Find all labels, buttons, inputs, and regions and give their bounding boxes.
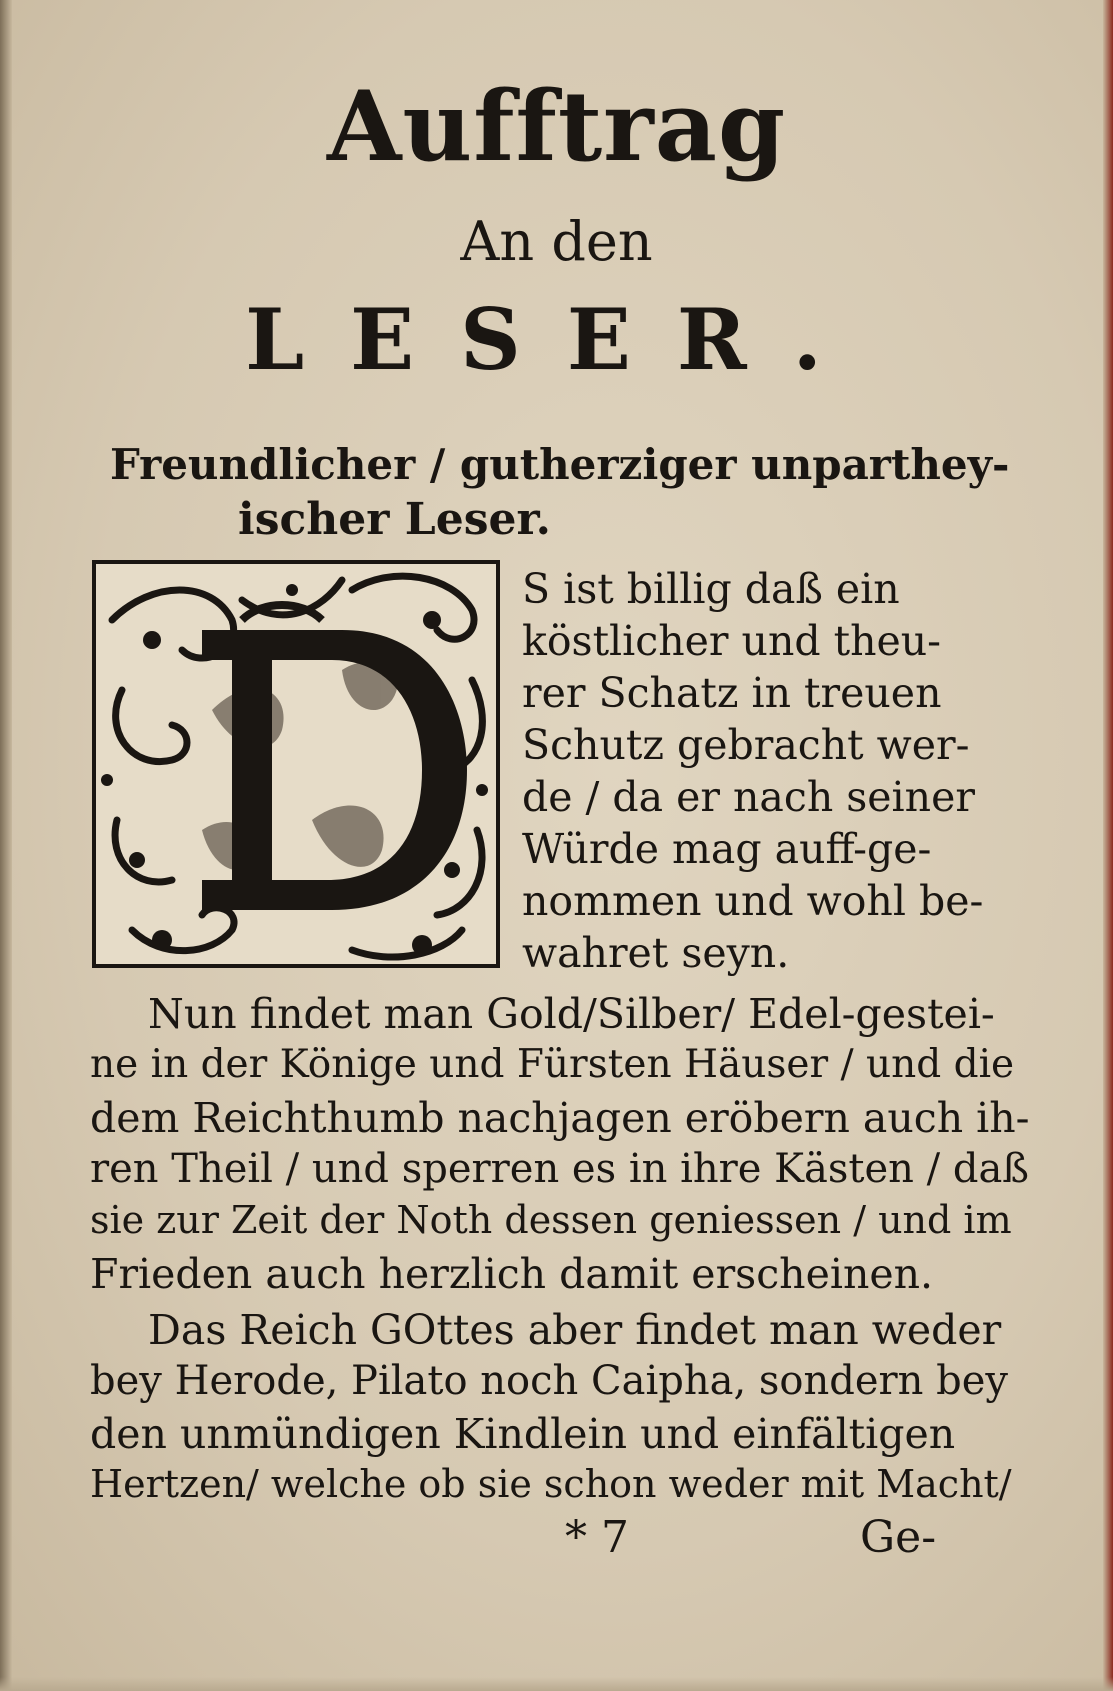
- catchword: Ge-: [860, 1512, 937, 1563]
- text-line: rer Schatz in treuen: [522, 669, 942, 717]
- text-line: sie zur Zeit der Noth dessen geniessen / und im: [90, 1198, 1012, 1242]
- text-line: Nun findet man Gold/Silber/ Edel-gestei-: [148, 990, 995, 1038]
- text-line: den unmündigen Kindlein und einfältigen: [90, 1410, 956, 1458]
- text-line: S ist billig daß ein: [522, 565, 900, 613]
- text-line: Würde mag auff-ge-: [522, 825, 932, 873]
- ornamental-initial-d: [92, 560, 500, 968]
- address-line-2: ischer Leser.: [238, 494, 551, 545]
- text-line: bey Herode, Pilato noch Caipha, sondern bey: [90, 1358, 1009, 1404]
- text-line: nommen und wohl be-: [522, 877, 984, 925]
- text-line: ren Theil / und sperren es in ihre Kästen / daß: [90, 1146, 1030, 1192]
- text-line: Hertzen/ welche ob sie schon weder mit Macht/: [90, 1462, 1012, 1506]
- text-line: wahret seyn.: [522, 929, 790, 977]
- page-title: Aufftrag: [326, 70, 787, 183]
- text-line: Schutz gebracht wer-: [522, 721, 970, 769]
- text-line: Frieden auch herzlich damit erscheinen.: [90, 1250, 934, 1298]
- address-line-1: Freundlicher / gutherziger unparthey-: [110, 440, 1010, 489]
- text-line: Das Reich GOttes aber findet man weder: [148, 1306, 1002, 1354]
- text-line: dem Reichthumb nachjagen eröbern auch ih-: [90, 1094, 1030, 1142]
- page-title-leser: LESER.: [245, 290, 868, 389]
- page-subtitle: An den: [460, 210, 653, 273]
- text-line: de / da er nach seiner: [522, 773, 975, 821]
- text-line: ne in der Könige und Fürsten Häuser / und die: [90, 1042, 1015, 1087]
- text-line: köstlicher und theu-: [522, 617, 942, 665]
- signature-mark: * 7: [565, 1512, 629, 1563]
- page-edge-bottom: [0, 1677, 1113, 1691]
